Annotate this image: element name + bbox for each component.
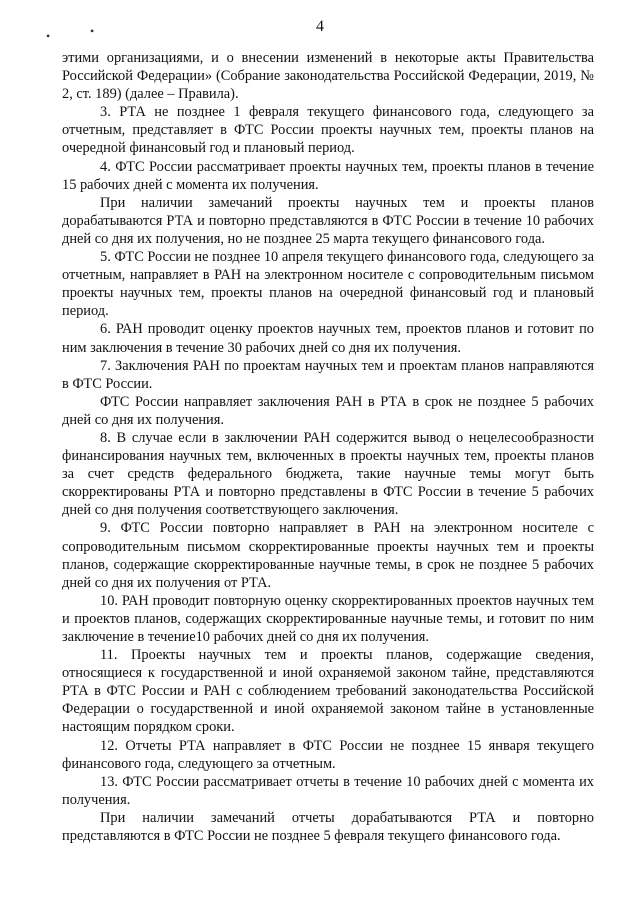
paragraph-item-5: 5. ФТС России не позднее 10 апреля текущего финансового года, следующего за отчетным, направляет в РАН на электронном носителе с сопроводительным письмом проекты научных тем, проекты планов на очередной финансовый год и плановый период. [62,249,594,320]
paragraph-item-13: 13. ФТС России рассматривает отчеты в течение 10 рабочих дней с момента их получения. [62,773,594,808]
paragraph-item-7: 7. Заключения РАН по проектам научных тем и проектам планов направляются в ФТС России. [62,357,594,392]
page-number: 4 [316,18,324,35]
paragraph-item-10: 10. РАН проводит повторную оценку скорректированных проектов научных тем и проектов планов, содержащих скорректированные научные темы, и готовит по ним заключение в течение10 рабочих дней со дня их получения. [62,592,594,645]
paragraph-continuation: этими организациями, и о внесении изменений в некоторые акты Правительства Российской Федерации» (Собрание законодательства Российской Федерации, 2019, № 2, ст. 189) (далее – Правила). [62,50,594,103]
paragraph-item-12: 12. Отчеты РТА направляет в ФТС России не позднее 15 января текущего финансового года, следующего за отчетным. [62,737,594,772]
paragraph-item-7-forwarding: ФТС России направляет заключения РАН в РТА в срок не позднее 5 рабочих дней со дня их получения. [62,393,594,428]
document-body [62,49,594,845]
paragraph-item-13-remarks: При наличии замечаний отчеты дорабатываются РТА и повторно представляются в ФТС России не позднее 5 февраля текущего финансового года. [62,809,594,845]
paragraph-item-9: 9. ФТС России повторно направляет в РАН на электронном носителе с сопроводительным письмом скорректированные проекты научных тем и проекты планов, содержащие скорректированные научные темы, в срок не позднее 5 рабочих дней со дня их получения от РТА. [62,520,594,591]
paragraph-item-6: 6. РАН проводит оценку проектов научных тем, проектов планов и готовит по ним заключения в течение 30 рабочих дней со дня их получения. [62,321,594,356]
paragraph-item-4: 4. ФТС России рассматривает проекты научных тем, проекты планов в течение 15 рабочих дней с момента их получения. [62,158,594,193]
paragraph-item-11: 11. Проекты научных тем и проекты планов, содержащие сведения, относящиеся к государственной и иной охраняемой законом тайне, представляются РТА в ФТС России и РАН с соблюдением требований законодательства Российской Федерации о государственной и иной охраняемой законом тайне в установленные настоящим порядком сроки. [62,647,594,736]
scan-mark: • [90,24,95,38]
paragraph-item-8: 8. В случае если в заключении РАН содержится вывод о нецелесообразности финансирования научных тем, включенных в проекты научных тем, проекты планов за счет средств федерального бюджета, такие научные темы могут быть скорректированы РТА и повторно представлены в ФТС России в течение 5 рабочих дней со дня получения соответствующего заключения. [62,429,594,519]
paragraph-item-3: 3. РТА не позднее 1 февраля текущего финансового года, следующего за отчетным, представляет в ФТС России проекты научных тем, проекты планов на очередной финансовый год и плановый период. [62,104,594,157]
paragraph-item-4-remarks: При наличии замечаний проекты научных тем и проекты планов дорабатываются РТА и повторно представляются в ФТС России в течение 10 рабочих дней со дня их получения, но не позднее 25 марта текущего финансового года. [62,194,594,247]
scan-mark: • [46,29,51,43]
